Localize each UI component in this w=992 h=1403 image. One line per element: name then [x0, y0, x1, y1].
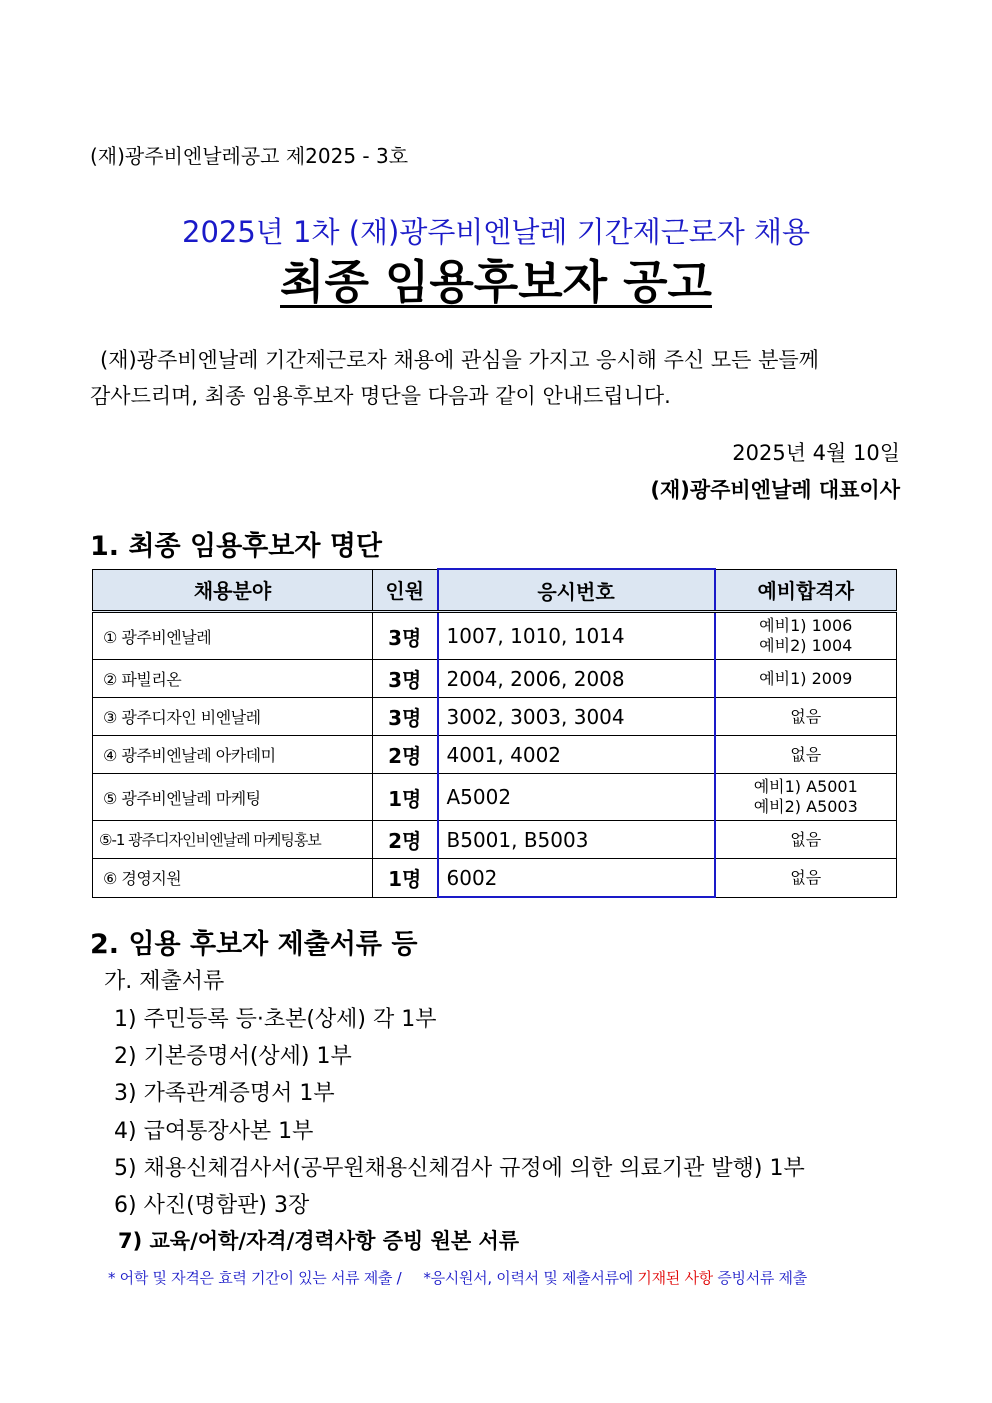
cell-reserve: [715, 774, 897, 821]
documents-subheading: 가. 제출서류: [104, 969, 225, 994]
cell-count: 1명: [373, 859, 438, 898]
cell-count: 2명: [373, 736, 438, 774]
cell-field: ⑤ 광주비엔날레 마케팅: [93, 774, 373, 821]
cell-reserve: 없음: [715, 821, 897, 859]
cell-count: 3명: [373, 698, 438, 736]
document-title-wrap: [0, 246, 992, 312]
section-2-title: 2. 임용 후보자 제출서류 등: [90, 929, 418, 960]
cell-count: 2명: [373, 821, 438, 859]
cell-numbers: B5001, B5003: [438, 821, 715, 859]
cell-reserve: [715, 612, 897, 660]
cell-field: ⑥ 경영지원: [93, 859, 373, 898]
table-row: [93, 612, 897, 660]
cell-count: 3명: [373, 612, 438, 660]
footnote-part-3: 증빙서류 제출: [717, 1269, 807, 1287]
cell-field: ① 광주비엔날레: [93, 612, 373, 660]
intro-line-1: (재)광주비엔날레 기간제근로자 채용에 관심을 가지고 응시해 주신 모든 분들께: [100, 348, 819, 372]
table-row: [93, 660, 897, 698]
cell-count: 1명: [373, 774, 438, 821]
reserve-line: 예비1) 1006: [759, 616, 853, 635]
footnote: [108, 1267, 807, 1288]
table-row: [93, 821, 897, 859]
cell-field: ③ 광주디자인 비엔날레: [93, 698, 373, 736]
cell-numbers: 2004, 2006, 2008: [438, 660, 715, 698]
intro-line-2: 감사드리며, 최종 임용후보자 명단을 다음과 같이 안내드립니다.: [90, 384, 671, 408]
reserve-line: 예비2) A5003: [753, 797, 858, 816]
cell-field: ② 파빌리온: [93, 660, 373, 698]
document-item: 7) 교육/어학/자격/경력사항 증빙 원본 서류: [118, 1229, 520, 1253]
reserve-line: 예비2) 1004: [759, 636, 853, 655]
document-item: 5) 채용신체검사서(공무원채용신체검사 규정에 의한 의료기관 발행) 1부: [114, 1156, 805, 1181]
cell-numbers: 3002, 3003, 3004: [438, 698, 715, 736]
cell-reserve: 없음: [715, 736, 897, 774]
document-item: 6) 사진(명함판) 3장: [114, 1193, 310, 1218]
issuer-signature: (재)광주비엔날레 대표이사: [650, 478, 900, 502]
document-title: 최종 임용후보자 공고: [280, 255, 712, 309]
footnote-highlight: 기재된 사항: [637, 1269, 713, 1287]
document-item: 1) 주민등록 등·초본(상세) 각 1부: [114, 1007, 437, 1032]
cell-numbers: 6002: [438, 859, 715, 898]
cell-numbers: A5002: [438, 774, 715, 821]
table-row: [93, 698, 897, 736]
candidate-table: [92, 568, 897, 898]
cell-numbers: 1007, 1010, 1014: [438, 612, 715, 660]
document-subtitle: 2025년 1차 (재)광주비엔날레 기간제근로자 채용: [182, 215, 810, 249]
cell-reserve: 없음: [715, 698, 897, 736]
notice-date: 2025년 4월 10일: [732, 441, 900, 465]
col-header-numbers: 응시번호: [438, 569, 715, 612]
reserve-line: 예비1) A5001: [753, 777, 858, 796]
table-row: [93, 736, 897, 774]
document-item: 2) 기본증명서(상세) 1부: [114, 1044, 352, 1069]
section-1-title: 1. 최종 임용후보자 명단: [90, 531, 382, 562]
col-header-reserve: 예비합격자: [715, 569, 897, 612]
cell-count: 3명: [373, 660, 438, 698]
footnote-part-1: * 어학 및 자격은 효력 기간이 있는 서류 제출 /: [108, 1269, 402, 1287]
table-header-row: [93, 569, 897, 612]
document-item: 3) 가족관계증명서 1부: [114, 1081, 335, 1106]
table-row: [93, 859, 897, 898]
table-row: [93, 774, 897, 821]
cell-field: ⑤-1 광주디자인비엔날레 마케팅홍보: [93, 821, 373, 859]
cell-field: ④ 광주비엔날레 아카데미: [93, 736, 373, 774]
notice-number: (재)광주비엔날레공고 제2025 - 3호: [90, 144, 409, 168]
document-item: 4) 급여통장사본 1부: [114, 1119, 314, 1144]
footnote-part-2: *응시원서, 이력서 및 제출서류에: [423, 1269, 633, 1287]
cell-numbers: 4001, 4002: [438, 736, 715, 774]
cell-reserve: 없음: [715, 859, 897, 898]
col-header-field: 채용분야: [93, 569, 373, 612]
col-header-count: 인원: [373, 569, 438, 612]
cell-reserve: 예비1) 2009: [715, 660, 897, 698]
